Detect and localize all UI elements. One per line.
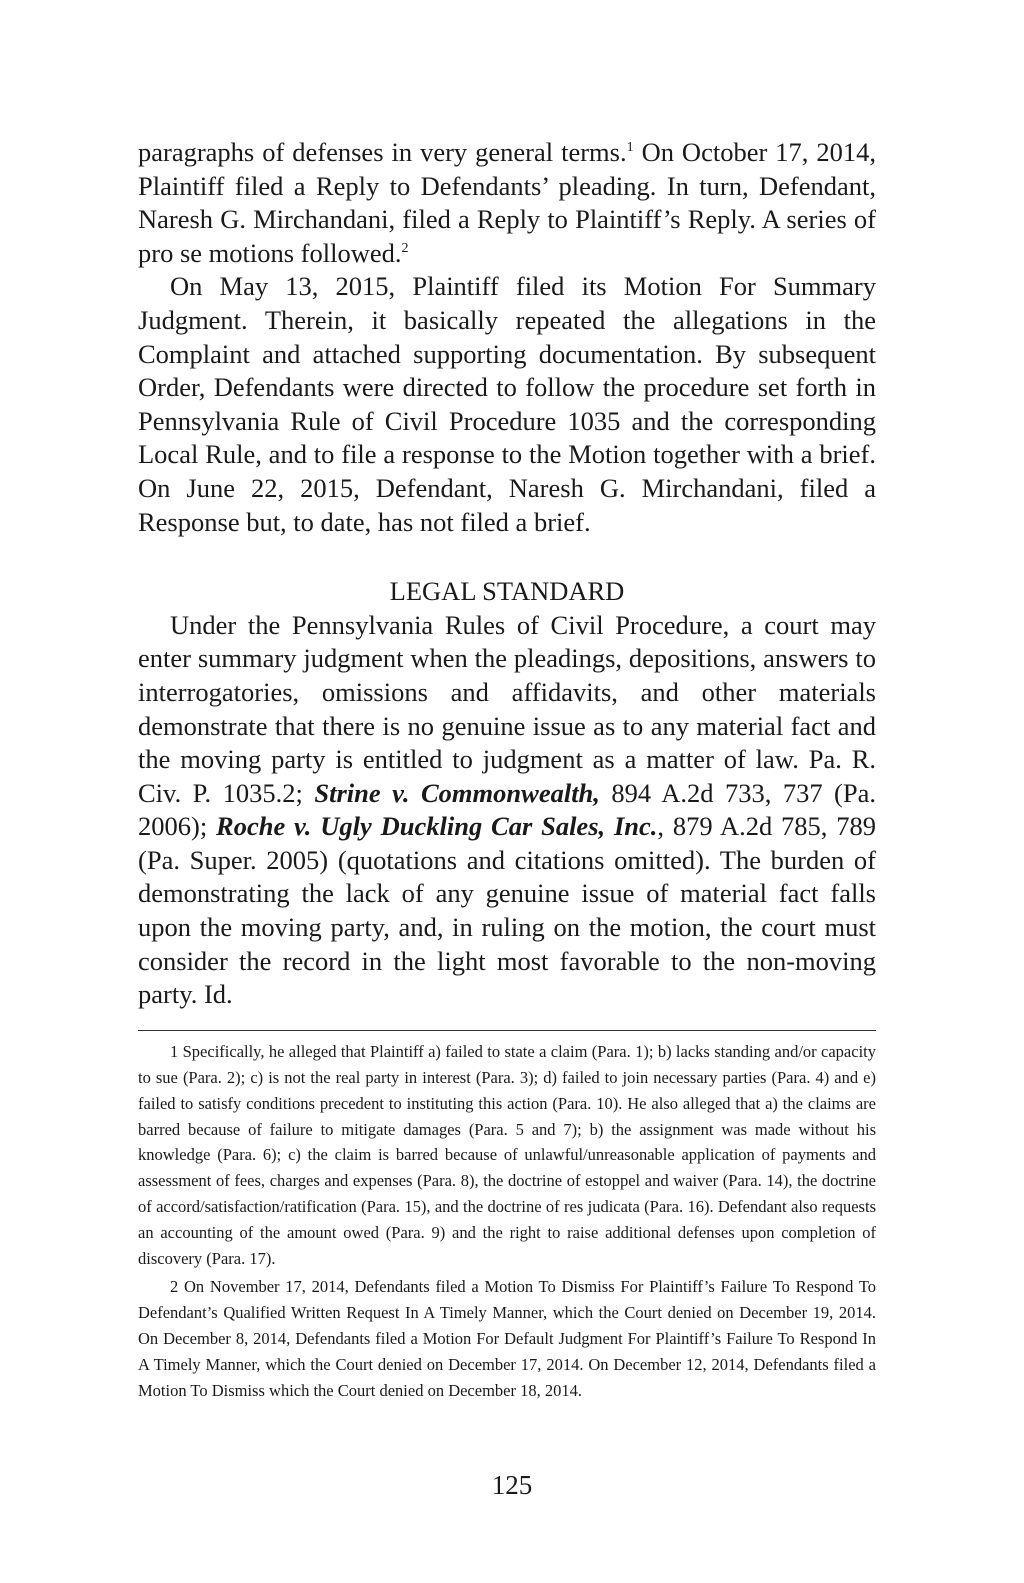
footnote-reference-2[interactable]: 2 <box>401 240 409 256</box>
footnote-number: 1 <box>170 1041 179 1061</box>
paragraph-text: 894 A.2d 733, 737 (Pa. 2006); <box>138 777 877 842</box>
paragraph-legal-standard <box>138 609 876 1012</box>
footnote-1 <box>138 1039 876 1272</box>
paragraph-text: paragraphs of defenses in very general terms. <box>138 137 627 167</box>
paragraph-text: Under the Pennsylvania Rules of Civil Procedure, a court may enter summary judgment when the pleadings, depositions, answers to interrogatories, omissions and affidavits, and other materials demonstrate that there is no genuine issue as to any material fact and the moving party is entitled to judgment as a matter of law. Pa. R. Civ. P. 1035.2; <box>138 609 876 808</box>
footnote-2 <box>138 1274 876 1404</box>
paragraph-continued <box>138 136 876 270</box>
paragraph-text: , 879 A.2d 785, 789 (Pa. Super. 2005) (quotations and citations omitted). The burden of demonstrating the lack of any genuine issue of material fact falls upon the moving party, and, in ruling on the motion, the court must consider the record in the light most favorable to the non-moving party. Id. <box>138 811 876 1010</box>
page-number: 125 <box>491 1470 533 1500</box>
paragraph-summary-judgment-motion: On May 13, 2015, Plaintiff filed its Motion For Summary Judgment. Therein, it basically repeated the allegations in the Complaint and attached supporting documentation. By subsequent Order, Defendants were directed to follow the procedure set forth in Pennsylvania Rule of Civil Procedure 1035 and the corresponding Local Rule, and to file a response to the Motion together with a brief. On June 22, 2015, Defendant, Naresh G. Mirchandani, filed a Response but, to date, has not filed a brief. <box>138 271 876 537</box>
case-citation-roche: Roche v. Ugly Duckling Car Sales, Inc. <box>216 811 658 842</box>
footnote-divider <box>138 1030 876 1031</box>
section-heading: LEGAL STANDARD <box>389 576 625 607</box>
footnote-reference-1[interactable]: 1 <box>626 140 634 155</box>
page-content <box>138 136 876 1404</box>
paragraph-text: On October 17, 2014, Plaintiff filed a Reply to Defendants’ pleading. In turn, Defendant, Naresh G. Mirchandani, filed a Reply to Plaintiff’s Reply. A series of pro se motions followed. <box>138 137 876 268</box>
footnote-text: On November 17, 2014, Defendants filed a Motion To Dismiss For Plaintiff’s Failure To Respond To Defendant’s Qualified Written Request In A Timely Manner, which the Court denied on December 19, 2014. On December 8, 2014, Defendants filed a Motion For Default Judgment For Plaintiff’s Failure To Respond In A Timely Manner, which the Court denied on December 17, 2014. On December 12, 2014, Defendants filed a Motion To Dismiss which the Court denied on December 18, 2014. <box>138 1277 876 1400</box>
footnote-number: 2 <box>170 1277 179 1296</box>
footnote-text: Specifically, he alleged that Plaintiff a) failed to state a claim (Para. 1); b) lacks standing and/or capacity to sue (Para. 2); c) is not the real party in interest (Para. 3); d) failed to join necessary parties (Para. 4) and e) failed to satisfy conditions precedent to instituting this action (Para. 10). He also alleged that a) the claims are barred because of failure to mitigate damages (Para. 5 and 7); b) the assignment was made without his knowledge (Para. 6); c) the claim is barred because of unlawful/unreasonable application of payments and assessment of fees, charges and expenses (Para. 8), the doctrine of estoppel and waiver (Para. 14), the doctrine of accord/satisfaction/ratification (Para. 15), and the doctrine of res judicata (Para. 16). Defendant also requests an accounting of the amount owed (Para. 9) and the right to raise additional defenses upon completion of discovery (Para. 17). <box>138 1041 876 1269</box>
case-citation-strine: Strine v. Commonwealth, <box>314 777 600 808</box>
